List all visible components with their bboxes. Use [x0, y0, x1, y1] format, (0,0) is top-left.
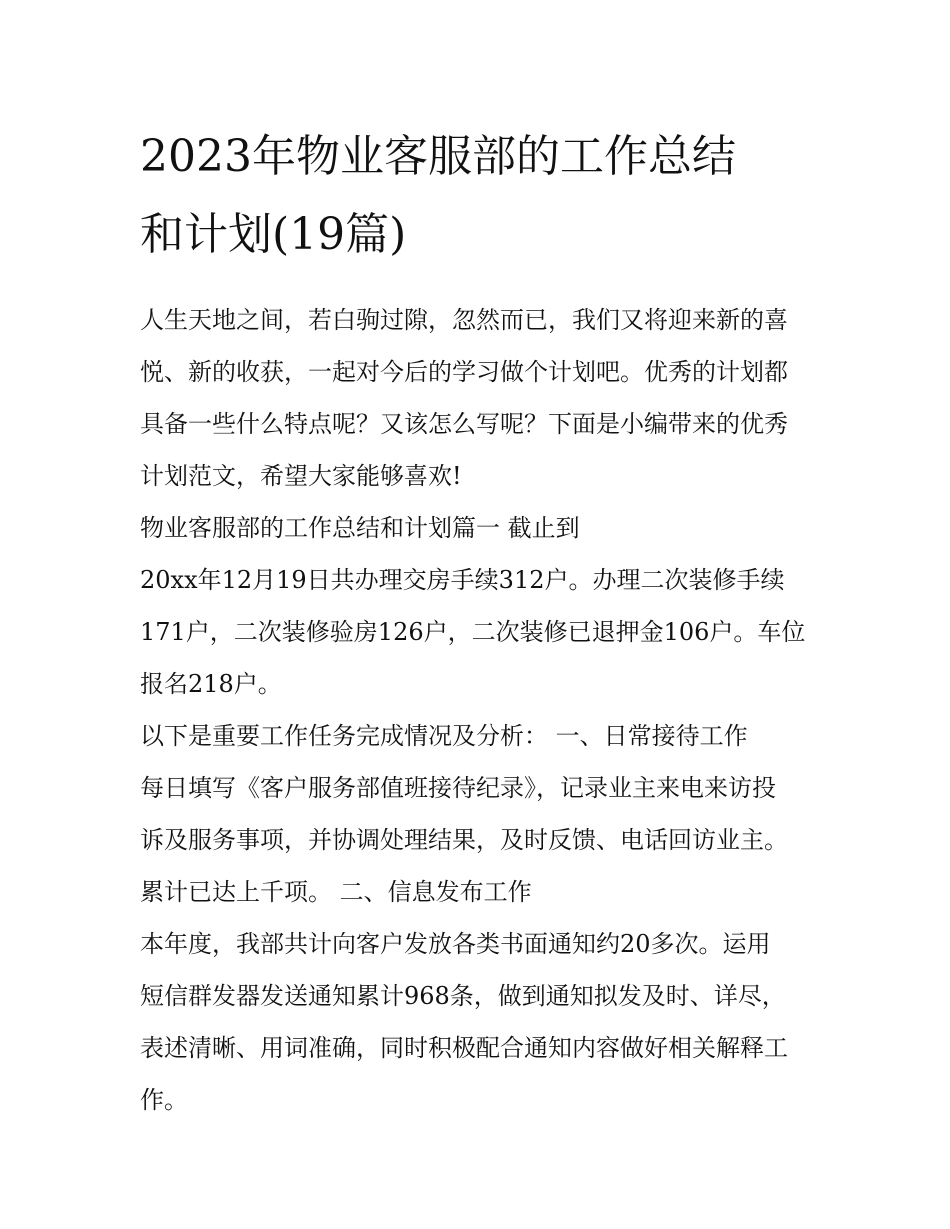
- paragraph-line: 累计已达上千项。 二、信息发布工作: [140, 878, 532, 906]
- paragraph-line: 诉及服务事项，并协调处理结果，及时反馈、电话回访业主。: [140, 826, 788, 854]
- paragraph-line: 每日填写《客户服务部值班接待纪录》，记录业主来电来访投: [140, 774, 776, 802]
- paragraph-line: 作。: [140, 1086, 188, 1114]
- paragraph-line: 具备一些什么特点呢？又该怎么写呢？下面是小编带来的优秀: [140, 410, 788, 438]
- paragraph-line: 20xx年12月19日共办理交房手续312户。办理二次装修手续: [140, 566, 785, 594]
- statistics-paragraph: [140, 554, 812, 710]
- document-body: [140, 294, 812, 1126]
- paragraph-line: 悦、新的收获，一起对今后的学习做个计划吧。优秀的计划都: [140, 358, 788, 386]
- paragraph-line: 人生天地之间，若白驹过隙，忽然而已，我们又将迎来新的喜: [140, 306, 788, 334]
- intro-paragraph: [140, 294, 812, 502]
- tasks-intro-paragraph: [140, 710, 812, 762]
- title-line-2: 和计划(19篇): [140, 209, 407, 260]
- paragraph-line: 本年度，我部共计向客户发放各类书面通知约20多次。运用: [140, 930, 771, 958]
- document-content: [140, 118, 812, 1126]
- paragraph-line: 表述清晰、用词准确，同时积极配合通知内容做好相关解释工: [140, 1034, 788, 1062]
- section-heading-paragraph: [140, 502, 812, 554]
- paragraph-line: 计划范文，希望大家能够喜欢!: [140, 462, 462, 490]
- title-line-1: 2023年物业客服部的工作总结: [140, 131, 736, 182]
- paragraph-line: 报名218户。: [140, 670, 282, 698]
- reception-paragraph: [140, 762, 812, 918]
- information-paragraph: [140, 918, 812, 1126]
- document-title: [140, 118, 812, 274]
- paragraph-line: 171户，二次装修验房126户，二次装修已退押金106户。车位: [140, 618, 806, 646]
- paragraph-line: 短信群发器发送通知累计968条，做到通知拟发及时、详尽，: [140, 982, 786, 1010]
- paragraph-line: 物业客服部的工作总结和计划篇一 截止到: [140, 514, 580, 542]
- paragraph-line: 以下是重要工作任务完成情况及分析： 一、日常接待工作: [140, 722, 748, 750]
